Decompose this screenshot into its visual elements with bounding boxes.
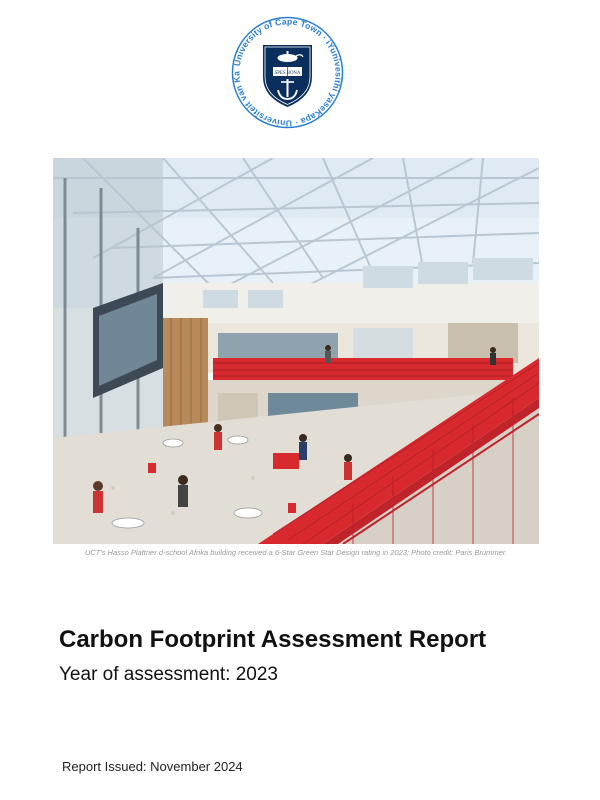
atrium-photo — [53, 158, 539, 544]
report-issued-date: Report Issued: November 2024 — [62, 759, 243, 774]
uct-crest-icon — [230, 15, 345, 130]
report-title: Carbon Footprint Assessment Report — [59, 626, 487, 653]
uct-logo — [230, 15, 345, 130]
photo-caption: UCT's Hasso Plattner d-school Afrika building received a 6-Star Green Star Design rating in 2023; Photo credit: Paris Brummer. — [84, 548, 508, 557]
logo-motto: SPES BONA — [274, 70, 301, 76]
logo-ring-text: University of Cape Town · iYunivesithi yaseKapa · Universiteit van Ka — [231, 16, 344, 129]
cover-photo — [53, 158, 539, 544]
report-subtitle: Year of assessment: 2023 — [59, 664, 278, 685]
